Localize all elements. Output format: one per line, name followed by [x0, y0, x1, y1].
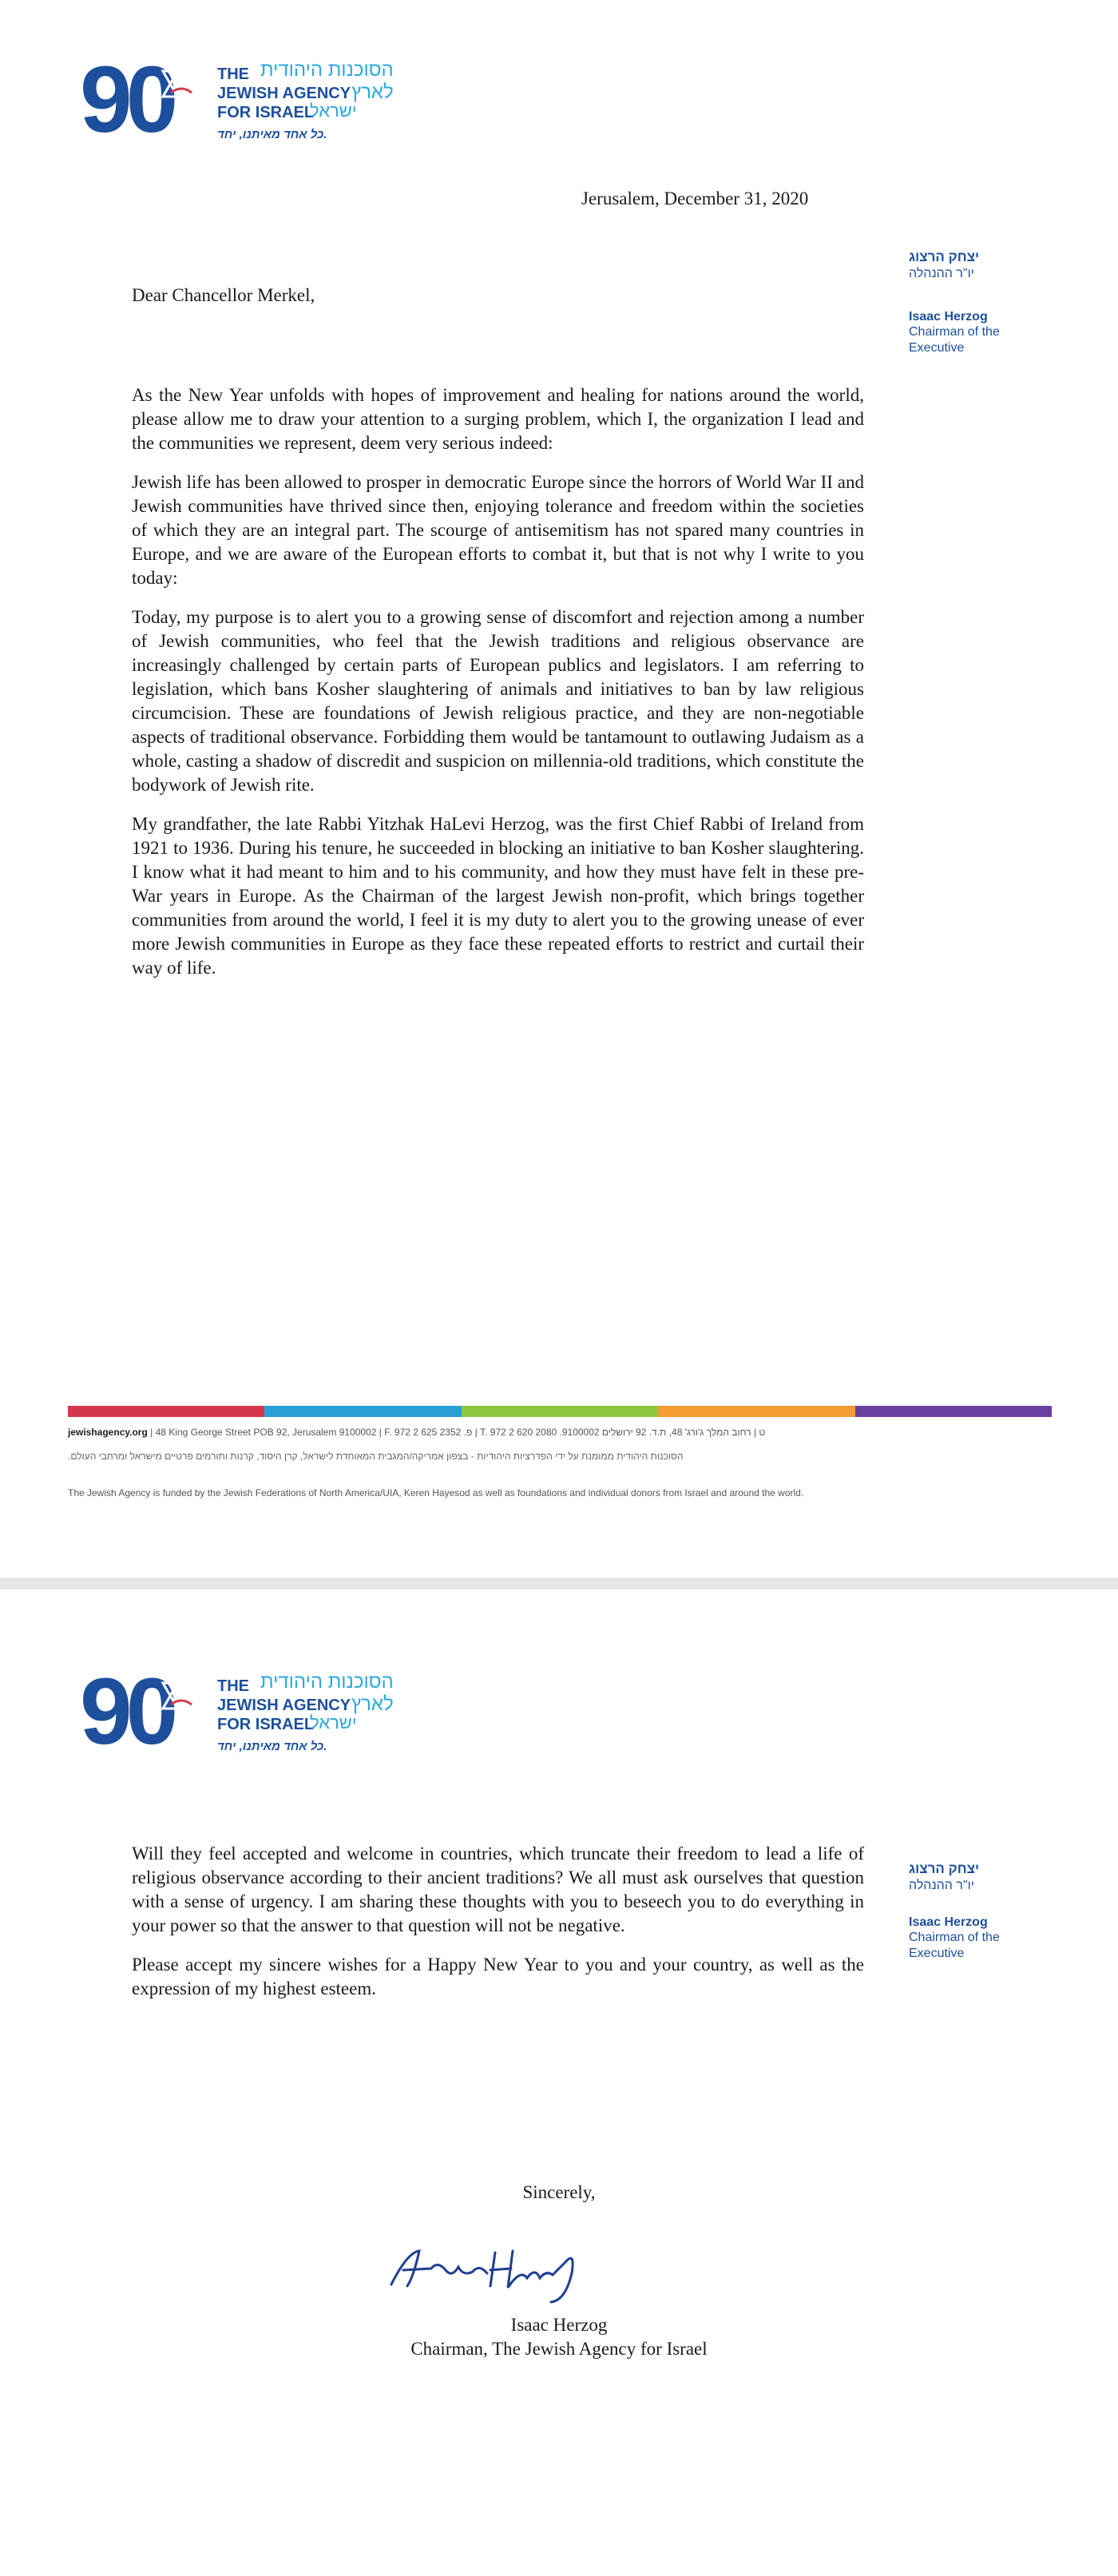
logo-hebrew-line2: לארץ — [351, 81, 394, 103]
footer-color-segment — [658, 1406, 854, 1417]
footer-color-segment — [68, 1406, 264, 1417]
logo-english-line1: THE — [217, 1677, 249, 1695]
footer-color-bar — [68, 1406, 1052, 1417]
sidebar-signature-block — [909, 249, 1053, 356]
letter-body-page-2 — [132, 1842, 864, 2016]
logo-english-line3: FOR ISRAEL — [217, 104, 315, 121]
logo-tagline: כל אחד מאיתנו, יחד. — [217, 128, 327, 141]
signer-name: Isaac Herzog — [510, 2315, 608, 2335]
footer-english-funding: The Jewish Agency is funded by the Jewish Federations of North America/UIA, Keren Hayesod as well as foundations and individual donors from Israel and around the world. — [68, 1487, 804, 1498]
logo-hebrew-line3: ישראל — [310, 1713, 357, 1733]
footer-hebrew-funding: הסוכנות היהודית ממומנת על ידי הפדרציות היהודיות - בצפון אמריקה/המגבית המאוחדת לישראל, קרן היסוד, קרנות ותורמים פרטיים מישראל ומרחבי העולם. — [68, 1451, 684, 1462]
jewish-agency-logo — [80, 47, 415, 157]
sidebar-hebrew-title: יו"ר ההנהלה — [909, 267, 974, 280]
handwritten-signature — [375, 2229, 607, 2308]
footer-contact-line — [68, 1427, 1052, 1438]
letter-body-page-1 — [132, 383, 864, 995]
sidebar-english-name: Isaac Herzog — [909, 1915, 988, 1929]
paragraph-3: Today, my purpose is to alert you to a growing sense of discomfort and rejection among a number of Jewish communities, who feel that the Jewish traditions and religious observance are increasingly challenged by certain parts of European publics and legislators. I am referring to legislation, which bans Kosher slaughtering of animals and initiatives to ban by law religious circumcision. These are foundations of Jewish religious practice, and they are non-negotiable aspects of traditional observance. Forbidding them would be tantamount to outlawing Judaism as a whole, casting a shadow of discredit and suspicion on millennia-old traditions, which constitute the bodywork of Jewish rite. — [132, 607, 864, 795]
closing-sincerely: Sincerely, — [522, 2182, 596, 2202]
footer-address: | 48 King George Street POB 92, Jerusalem 9100002 | F. 972 2 625 2352 .פ | T. 972 2 620 2080 .ט | רחוב המלך ג'ורג' 48, ת.ד. 92 ירושלים 9100002 — [150, 1427, 766, 1438]
logo-english-line2: JEWISH AGENCY — [217, 85, 351, 102]
logo-english-line1: THE — [217, 65, 249, 83]
sidebar-hebrew-name: יצחק הרצוג — [909, 1861, 980, 1876]
jewish-agency-logo-page-2 — [80, 1659, 415, 1768]
logo-english-line3: FOR ISRAEL — [217, 1716, 315, 1733]
sidebar-english-title: Chairman of the Executive — [909, 325, 1000, 355]
logo-tagline: כל אחד מאיתנו, יחד. — [217, 1740, 327, 1753]
sidebar-hebrew-name: יצחק הרצוג — [909, 249, 980, 264]
paragraph-2: Jewish life has been allowed to prosper in democratic Europe since the horrors of World War II and Jewish communities have thrived since then, enjoying tolerance and freedom within the societies of which they are an integral part. The scourge of antisemitism has not spared many countries in Europe, and we are aware of the European efforts to combat it, but that is not why I write to you today: — [132, 472, 864, 588]
logo-ninety: 90 — [80, 1659, 172, 1764]
signer-title: Chairman, The Jewish Agency for Israel — [410, 2339, 708, 2359]
logo-hebrew-line3: ישראל — [310, 101, 357, 121]
logo-ninety: 90 — [80, 47, 172, 153]
paragraph-4: My grandfather, the late Rabbi Yitzhak HaLevi Herzog, was the first Chief Rabbi of Ireland from 1921 to 1936. During his tenure, he succeeded in blocking an initiative to ban Kosher slaughtering. I know what it had meant to him and to his community, and how they must have felt in these pre-War years in Europe. As the Chairman of the largest Jewish non-profit, which brings together communities from around the world, I feel it is my duty to alert you to the growing unease of ever more Jewish communities in Europe as they face these repeated efforts to restrict and curtail their way of life. — [132, 814, 864, 978]
logo-english-line2: JEWISH AGENCY — [217, 1697, 351, 1714]
sidebar-hebrew-title: יו"ר ההנהלה — [909, 1879, 974, 1892]
sidebar-signature-block-page-2 — [909, 1861, 1053, 1962]
page-separator — [0, 1578, 1118, 1590]
paragraph-5: Will they feel accepted and welcome in countries, which truncate their freedom to lead a life of religious observance according to their ancient traditions? We all must ask ourselves that question with a sense of urgency. I am sharing these thoughts with you to beseech you to do everything in your power so that the answer to that question will not be negative. — [132, 1844, 864, 1935]
letter-salutation: Dear Chancellor Merkel, — [132, 285, 315, 305]
sidebar-english-name: Isaac Herzog — [909, 310, 988, 323]
footer-color-segment — [462, 1406, 658, 1417]
letter-date: Jerusalem, December 31, 2020 — [581, 189, 809, 208]
star-of-david-icon — [160, 62, 203, 105]
paragraph-1: As the New Year unfolds with hopes of improvement and healing for nations around the world, please allow me to draw your attention to a surging problem, which I, the organization I lead and the communities we represent, deem very serious indeed: — [132, 385, 864, 453]
footer-color-segment — [855, 1406, 1052, 1417]
footer-website-link[interactable]: jewishagency.org — [68, 1427, 148, 1438]
paragraph-6: Please accept my sincere wishes for a Happy New Year to you and your country, as well as the expression of my highest esteem. — [132, 1955, 864, 1998]
sidebar-english-title: Chairman of the Executive — [909, 1931, 1000, 1960]
star-of-david-icon — [160, 1674, 203, 1717]
logo-hebrew-line2: לארץ — [351, 1693, 394, 1715]
logo-hebrew-line1: הסוכנות היהודית — [260, 1671, 394, 1693]
letter-page-2 — [0, 1590, 1118, 2576]
logo-hebrew-line1: הסוכנות היהודית — [260, 59, 394, 81]
footer-color-segment — [264, 1406, 461, 1417]
